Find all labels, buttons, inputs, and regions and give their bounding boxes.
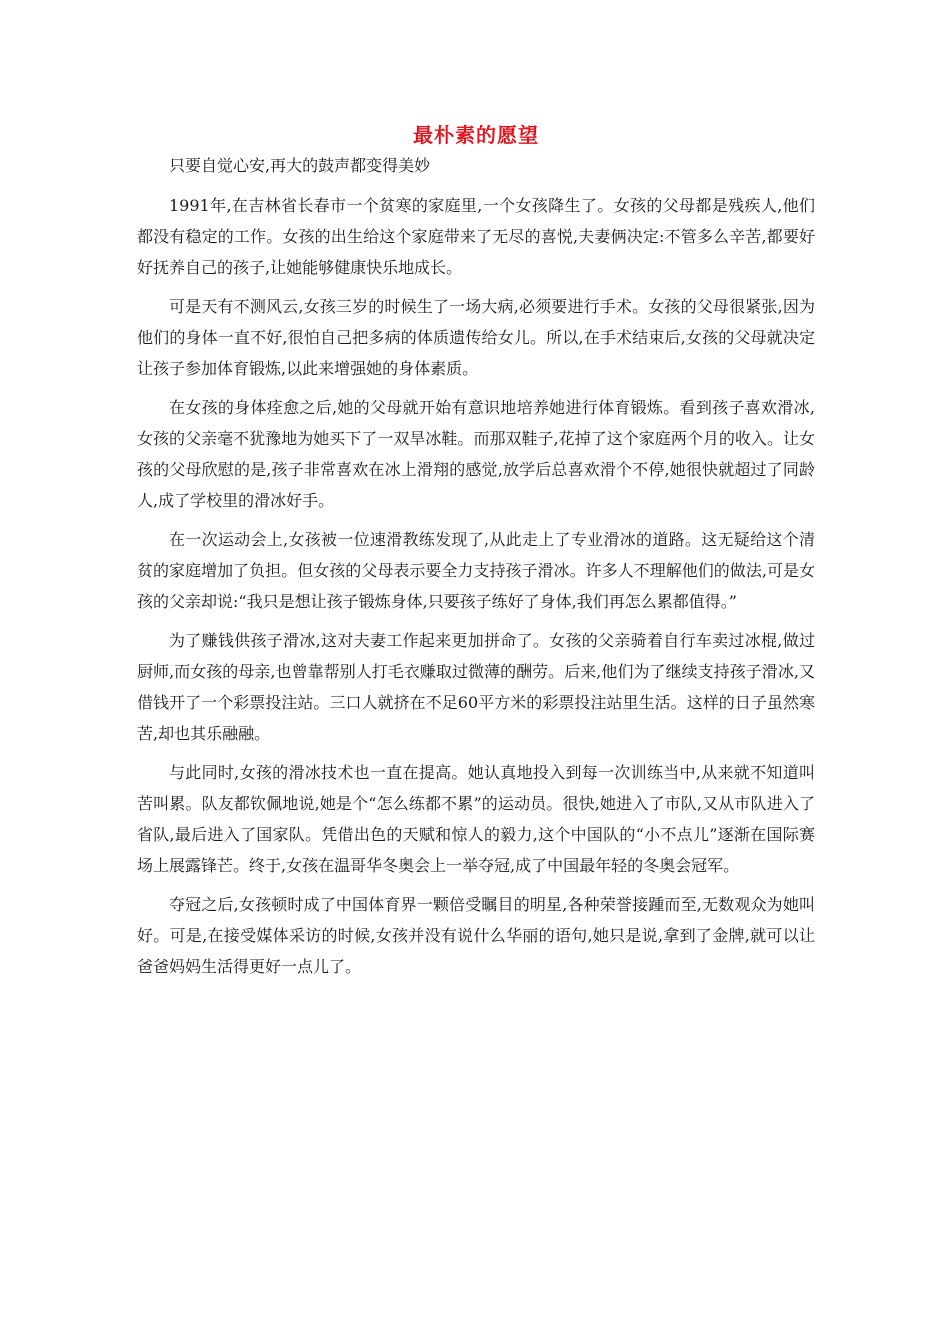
paragraph: 可是天有不测风云,女孩三岁的时候生了一场大病,必须要进行手术。女孩的父母很紧张,因为他们的身体一直不好,很怕自己把多病的体质遗传给女儿。所以,在手术结束后,女孩的父母就决定让孩子参加体育锻炼,以此来增强她的身体素质。 (137, 297, 815, 378)
paragraph: 在女孩的身体痊愈之后,她的父母就开始有意识地培养她进行体育锻炼。看到孩子喜欢滑冰,女孩的父亲毫不犹豫地为她买下了一双旱冰鞋。而那双鞋子,花掉了这个家庭两个月的收入。让女孩的父母欣慰的是,孩子非常喜欢在冰上滑翔的感觉,放学后总喜欢滑个不停,她很快就超过了同龄人,成了学校里的滑冰好手。 (137, 398, 815, 510)
paragraph: 与此同时,女孩的滑冰技术也一直在提高。她认真地投入到每一次训练当中,从来就不知道叫苦叫累。队友都钦佩地说,她是个“怎么练都不累”的运动员。很快,她进入了市队,又从市队进入了省队,最后进入了国家队。凭借出色的天赋和惊人的毅力,这个中国队的“小不点儿”逐渐在国际赛场上展露锋芒。终于,女孩在温哥华冬奥会上一举夺冠,成了中国最年轻的冬奥会冠军。 (137, 763, 815, 875)
document-title: 最朴素的愿望 (413, 123, 539, 147)
document-subtitle: 只要自觉心安,再大的鼓声都变得美妙 (169, 156, 431, 175)
document-page (137, 120, 815, 990)
paragraph: 夺冠之后,女孩顿时成了中国体育界一颗倍受瞩目的明星,各种荣誉接踵而至,无数观众为她叫好。可是,在接受媒体采访的时候,女孩并没有说什么华丽的语句,她只是说,拿到了金牌,就可以让爸爸妈妈生活得更好一点儿了。 (137, 895, 815, 976)
paragraph: 为了赚钱供孩子滑冰,这对夫妻工作起来更加拼命了。女孩的父亲骑着自行车卖过冰棍,做过厨师,而女孩的母亲,也曾靠帮别人打毛衣赚取过微薄的酬劳。后来,他们为了继续支持孩子滑冰,又借钱开了一个彩票投注站。三口人就挤在不足60平方米的彩票投注站里生活。这样的日子虽然寒苦,却也其乐融融。 (137, 631, 815, 743)
paragraph: 在一次运动会上,女孩被一位速滑教练发现了,从此走上了专业滑冰的道路。这无疑给这个清贫的家庭增加了负担。但女孩的父母表示要全力支持孩子滑冰。许多人不理解他们的做法,可是女孩的父亲却说:“我只是想让孩子锻炼身体,只要孩子练好了身体,我们再怎么累都值得。” (137, 530, 815, 611)
paragraph: 1991年,在吉林省长春市一个贫寒的家庭里,一个女孩降生了。女孩的父母都是残疾人,他们都没有稳定的工作。女孩的出生给这个家庭带来了无尽的喜悦,夫妻俩决定:不管多么辛苦,都要好好抚养自己的孩子,让她能够健康快乐地成长。 (137, 196, 815, 277)
